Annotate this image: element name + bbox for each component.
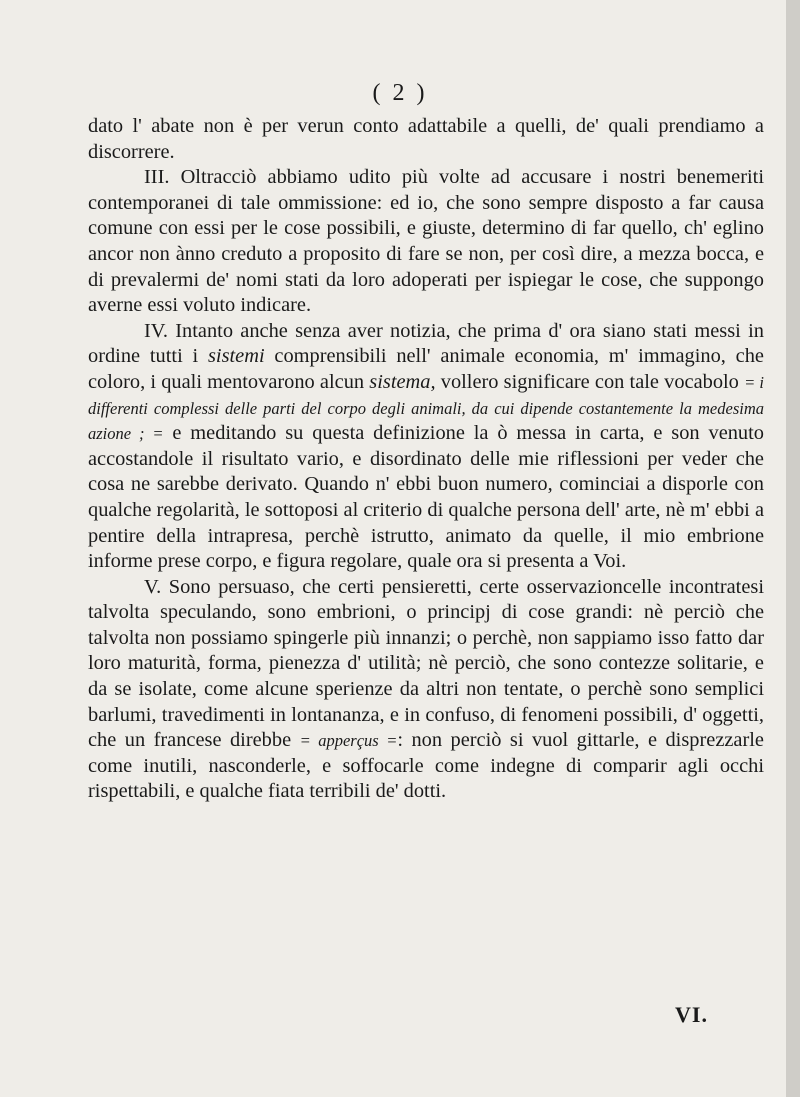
paragraph-iv-text-c: vollero significare con tale vocabolo (440, 370, 739, 393)
paragraph-v (88, 575, 764, 805)
page-body (88, 114, 764, 805)
paragraph-iv-text-b: comprensibili nell' animale economia, m' immagino, che coloro, i quali mentovarono alcun (88, 345, 764, 393)
definition-italic: = i differenti complessi delle parti del corpo degli animali, da cui dipende costantemente la medesima azione ; = (88, 372, 765, 444)
paragraph-iii: III. Oltracciò abbiamo udito più volte ad accusare i nostri benemeriti contemporanei di tale ommissione: ed io, che sono sempre disposto a far causa comune con essi per le cose possibili, e giuste, determino di far quello, ch' eglino ancor non ànno creduto a proposito di fare se non, per così dire, a mezza bocca, e di prevalermi de' nomi stati da loro adoperati per ispiegar le cose, che suppongo averne essi voluto indicare. (88, 166, 764, 317)
page-number: ( 2 ) (372, 80, 428, 106)
catchword: VI. (675, 1002, 708, 1027)
paragraph-v-text-b: : non perciò si vuol gittarle, e disprezzarle come inutili, nasconderle, e soffocarle come indegne di comparir agli occhi rispettabili, e qualche fiata terribili de' dotti. (88, 729, 764, 803)
paragraph-continuation: dato l' abate non è per verun conto adattabile a quelli, de' quali prendiamo a discorrere. (88, 115, 764, 163)
page-edge (786, 0, 800, 1097)
term-sistemi: sistemi (207, 345, 265, 368)
paragraph-iv-text-d: e meditando su questa definizione la ò messa in carta, e son venuto accostandole il risultato vario, e disordinato delle mie riflessioni per veder che cosa ne sarebbe derivato. Quando n' ebbi buon numero, cominciai a disporle con qualche regolarità, le sottoposi al criterio di qualche persona dell' arte, nè m' ebbi a pentire della intrapresa, perchè istrutto, animato da quelle, il mio embrione informe prese corpo, e figura regolare, quale ora si presenta a Voi. (88, 422, 764, 573)
paragraph-iv-text-a: IV. Intanto anche senza aver notizia, che prima d' ora siano stati messi in ordine tutti i (88, 319, 764, 368)
paragraph-v-text-a: V. Sono persuaso, che certi pensieretti, certe osservazioncelle incontratesi talvolta speculando, sono embrioni, o principj di cose grandi: nè perciò che talvolta non possiamo spingerle più innanzi; o perchè, non sappiamo isso fatto dar loro maturità, forma, pienezza d' utilità; nè perciò, che sono contezze solitarie, e da se isolate, come alcune sperienze da altri non tentate, o perchè sono semplici barlumi, travedimenti in lontananza, e in confuso, di fenomeni possibili, d' oggetti, che un francese direbbe (88, 575, 764, 752)
term-sistema: sistema, (369, 370, 436, 393)
term-apercus: = apperçus = (299, 731, 398, 751)
paragraph-iv (88, 319, 764, 575)
